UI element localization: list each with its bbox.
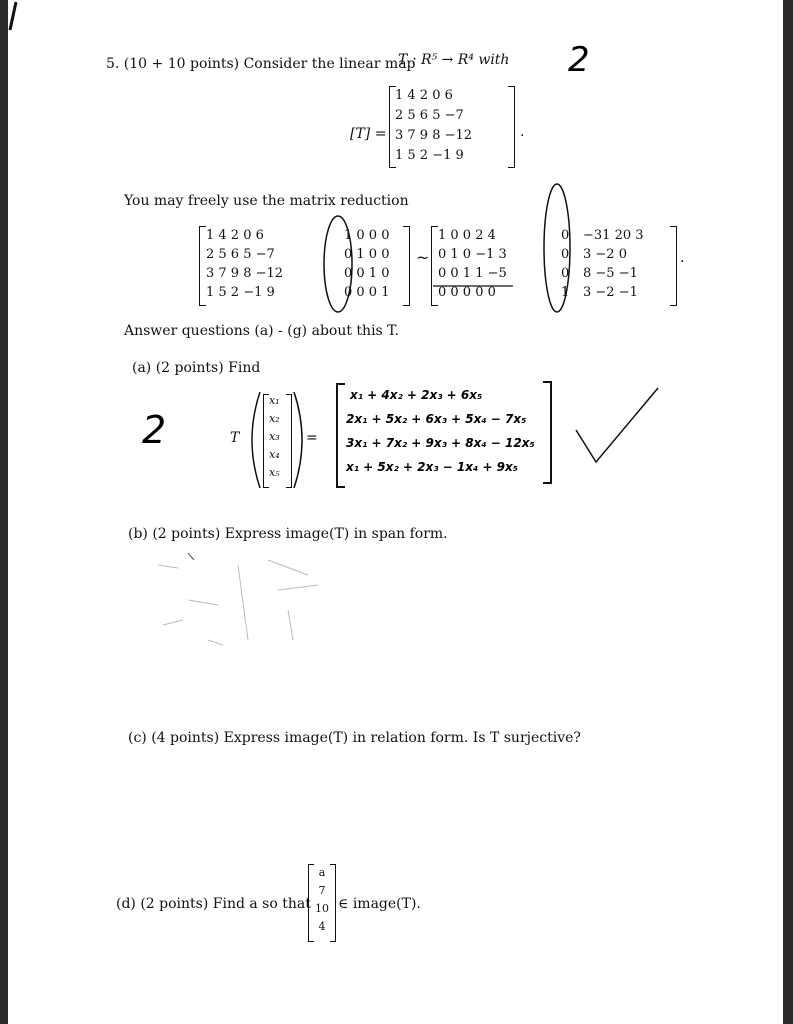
- aug-left-row: 2 5 6 5 −7: [206, 247, 275, 262]
- aug-left-row: 1 5 2 −1 9: [206, 285, 275, 300]
- part-d-prompt: (d) (2 points) Find a so that: [116, 896, 311, 912]
- score-mark-a: 2: [142, 408, 167, 452]
- vector-entry: x₁: [269, 394, 280, 407]
- exam-page: 5. (10 + 10 points) Consider the linear map T : R⁵ → R⁴ with 2 [T] = 1 4 2 0 6 2 5 6 5 −7 3 7 9 8 −12 1 5 2 −1 9 . You may freely use the matrix reduction 1 4 2 0 6 2 5 6 5 −7 3 7 9 8 −12 1 5 2 −1 9 1 0 0 0 0 1 0 0 0 0 1 0 0 0 0 1 ~ 1 0 0 2 4 0 1 0 −1 3 0 0 1 1 −5 0 0 0 0 0 0 0 0 1 −31 20 3 3 −2 0 8 −5 −1 3 −2 −1 . Answer questions (a) - (g) about this T. (a) (2 points) Find 2 T x₁ x₂ x₃ x₄ x₅ = x₁ + 4x₂ + 2x₃ + 6x₅ 2x₁ + 5x₂ + 6x₃ + 5x₄ − 7x₅ 3x₁ + 7x₂ + 9x₃ + 8x₄ − 12x₅ x₁ + 5x₂ + 2x₃ − 1x₄ + 9x₅ (b) (2 points) Express image(T) in span form. (c) (4 points) Express image(T) in relation form. Is T surjective? (d) (2 points) Find a so that a 7 10 4 ∈ image(T).: [8, 0, 783, 1024]
- problem-header: 5. (10 + 10 points) Consider the linear map: [106, 56, 416, 72]
- part-b-prompt: (b) (2 points) Express image(T) in span form.: [128, 526, 448, 542]
- part-c-prompt: (c) (4 points) Express image(T) in relation form. Is T surjective?: [128, 730, 581, 746]
- aug-rest-row: 3 −2 0: [583, 247, 627, 262]
- aug-right-row: 0 0 0 0 0: [438, 285, 496, 300]
- aug-rest-row: −31 20 3: [583, 228, 644, 243]
- t-matrix-row: 3 7 9 8 −12: [395, 128, 473, 143]
- t-matrix-row: 1 4 2 0 6: [395, 88, 453, 103]
- t-matrix-row: 2 5 6 5 −7: [395, 108, 464, 123]
- vector-entry: x₄: [269, 448, 280, 461]
- pen-tick: [188, 553, 194, 560]
- map-expression: T : R⁵ → R⁴ with: [398, 52, 510, 68]
- paren-left: [252, 392, 260, 488]
- matrix-label: [T] =: [350, 126, 387, 142]
- pen-mark: [10, 2, 16, 30]
- answer-row: 2x₁ + 5x₂ + 6x₃ + 5x₄ − 7x₅: [346, 412, 527, 426]
- aug-right-row: 0 1 0 −1 3: [438, 247, 507, 262]
- answer-bracket-left: [337, 384, 345, 487]
- aug-id-row: 0 0 0 1: [344, 285, 390, 300]
- aug-id-row: 0 0 1 0: [344, 266, 390, 281]
- answer-bracket-right: [543, 382, 551, 483]
- part-a-equals: =: [306, 430, 318, 446]
- vector-entry: a: [318, 866, 326, 879]
- vector-entry: x₃: [269, 430, 280, 443]
- aug-col-entry: 1: [561, 285, 570, 300]
- aug-right-row: 1 0 0 2 4: [438, 228, 496, 243]
- aug-left-row: 3 7 9 8 −12: [206, 266, 284, 281]
- answer-row: 3x₁ + 7x₂ + 9x₃ + 8x₄ − 12x₅: [346, 436, 535, 450]
- answer-prompt: Answer questions (a) - (g) about this T.: [124, 323, 399, 339]
- part-a-prompt: (a) (2 points) Find: [132, 360, 261, 376]
- aug-right-row: 0 0 1 1 −5: [438, 266, 507, 281]
- answer-row: x₁ + 5x₂ + 2x₃ − 1x₄ + 9x₅: [346, 460, 519, 474]
- aug-id-row: 1 0 0 0: [344, 228, 390, 243]
- aug-col-entry: 0: [561, 247, 570, 262]
- aug-col-entry: 0: [561, 228, 570, 243]
- erased-marks: [158, 560, 318, 645]
- vector-entry: 7: [318, 884, 326, 897]
- circle-annotation: [544, 184, 570, 312]
- t-matrix-row: 1 5 2 −1 9: [395, 148, 464, 163]
- tilde: ~: [416, 248, 430, 267]
- checkmark-icon: [576, 388, 658, 462]
- reduction-intro: You may freely use the matrix reduction: [124, 193, 409, 209]
- aug-rest-row: 3 −2 −1: [583, 285, 638, 300]
- handwriting-overlay: [8, 0, 783, 1024]
- part-d-suffix: ∈ image(T).: [338, 896, 421, 912]
- part-a-lhs: T: [230, 430, 240, 446]
- paren-right: [294, 392, 302, 488]
- circle-annotation: [324, 216, 352, 312]
- vector-entry: x₂: [269, 412, 280, 425]
- vector-entry: 10: [315, 902, 329, 915]
- score-mark-top: 2: [568, 40, 590, 80]
- vector-entry: 4: [318, 920, 326, 933]
- vector-entry: x₅: [269, 466, 280, 479]
- aug-rest-row: 8 −5 −1: [583, 266, 638, 281]
- aug-left-row: 1 4 2 0 6: [206, 228, 264, 243]
- aug-col-entry: 0: [561, 266, 570, 281]
- aug-id-row: 0 1 0 0: [344, 247, 390, 262]
- answer-row: x₁ + 4x₂ + 2x₃ + 6x₅: [350, 388, 483, 402]
